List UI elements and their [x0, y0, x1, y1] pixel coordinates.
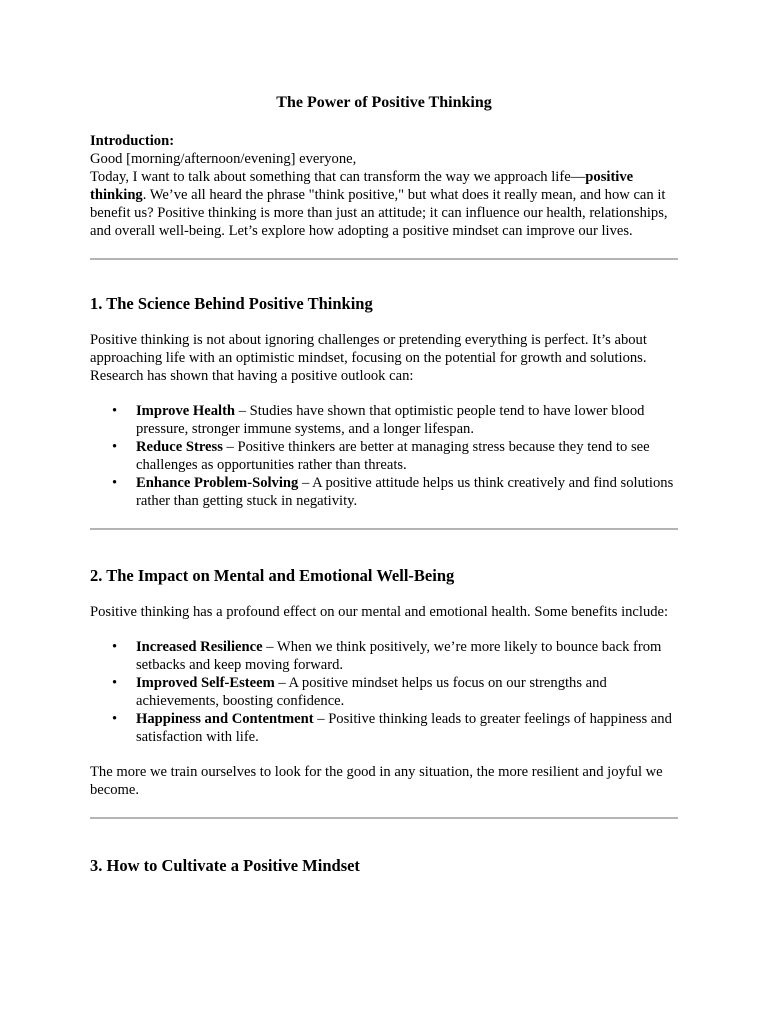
list-item-term: Improved Self-Esteem	[136, 675, 275, 691]
section-paragraph-wellbeing: Positive thinking has a profound effect on our mental and emotional health. Some benefits include:	[90, 604, 669, 620]
list-item-text: – Studies have shown that optimistic people tend to have lower blood pressure, stronger immune systems, and a longer lifespan.	[136, 403, 645, 437]
section-divider	[90, 258, 678, 260]
introduction-label: Introduction:	[90, 133, 175, 149]
section-paragraph-science: Positive thinking is not about ignoring challenges or pretending everything is perfect. It’s about approaching life with an optimistic mindset, focusing on the potential for growth and solutions. Research has shown that having a positive outlook can:	[90, 332, 647, 384]
bullet-icon: •	[112, 403, 118, 419]
document-title: The Power of Positive Thinking	[276, 94, 492, 111]
list-item	[112, 674, 678, 710]
list-item-term: Reduce Stress	[136, 439, 223, 455]
bullet-list-science	[90, 402, 678, 510]
section-closing-wellbeing: The more we train ourselves to look for the good in any situation, the more resilient and joyful we become.	[90, 764, 663, 798]
list-item-term: Improve Health	[136, 403, 236, 419]
list-item	[112, 402, 678, 438]
bullet-icon: •	[112, 711, 118, 727]
list-item	[112, 710, 678, 746]
introduction-text-start: Today, I want to talk about something that can transform the way we approach life—	[90, 169, 586, 185]
section-heading-wellbeing: 2. The Impact on Mental and Emotional Well-Being	[90, 566, 455, 585]
list-item	[112, 438, 678, 474]
list-item	[112, 638, 678, 674]
list-item-text: – When we think positively, we’re more likely to bounce back from setbacks and keep moving forward.	[136, 639, 662, 673]
introduction-greeting: Good [morning/afternoon/evening] everyone,	[90, 151, 357, 167]
list-item-text: – Positive thinking leads to greater feelings of happiness and satisfaction with life.	[136, 711, 672, 745]
list-item-term: Happiness and Contentment	[136, 711, 314, 727]
bullet-icon: •	[112, 675, 118, 691]
list-item-text: – Positive thinkers are better at managing stress because they tend to see challenges as opportunities rather than threats.	[136, 439, 650, 473]
section-heading-science: 1. The Science Behind Positive Thinking	[90, 294, 373, 313]
section-divider	[90, 817, 678, 819]
list-item-term: Increased Resilience	[136, 639, 263, 655]
bullet-icon: •	[112, 639, 118, 655]
bullet-list-wellbeing	[90, 638, 678, 746]
introduction-text-end: . We’ve all heard the phrase "think positive," but what does it really mean, and how can it benefit us? Positive thinking is more than just an attitude; it can influence our health, relationships, and overall well-being. Let’s explore how adopting a positive mindset can improve our lives.	[90, 187, 668, 239]
introduction-bold-phrase: positive thinking	[90, 169, 634, 203]
introduction-block	[90, 132, 678, 240]
list-item-term: Enhance Problem-Solving	[136, 475, 299, 491]
introduction-text	[90, 169, 668, 239]
list-item	[112, 474, 678, 510]
section-divider	[90, 528, 678, 530]
bullet-icon: •	[112, 475, 118, 491]
section-heading-cultivate: 3. How to Cultivate a Positive Mindset	[90, 856, 360, 875]
list-item-text: – A positive mindset helps us focus on our strengths and achievements, boosting confidence.	[136, 675, 607, 709]
bullet-icon: •	[112, 439, 118, 455]
list-item-text: – A positive attitude helps us think creatively and find solutions rather than getting stuck in negativity.	[136, 475, 674, 509]
